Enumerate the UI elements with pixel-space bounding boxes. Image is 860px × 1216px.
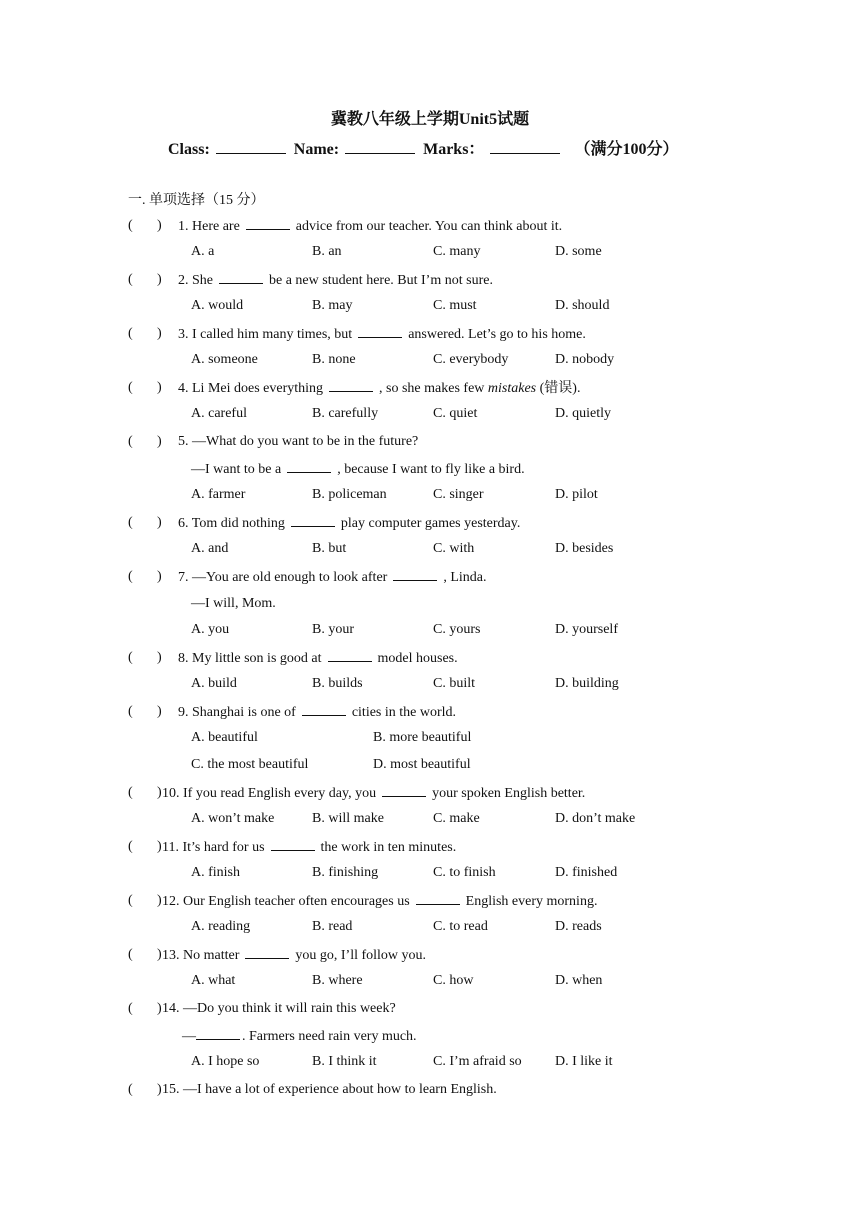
question-stem [162, 892, 597, 911]
question-text-pre: No matter [183, 948, 240, 963]
answer-blank [246, 217, 290, 230]
answer-paren-close: ) [157, 704, 162, 719]
answer-slot[interactable] [136, 568, 156, 586]
question-stem-line2: —I will, Mom. [191, 596, 276, 611]
answer-paren-open: ( [128, 1001, 133, 1016]
question-number: 15. [162, 1082, 180, 1097]
question-number: 8. [178, 651, 189, 666]
option-a[interactable]: A. someone [191, 352, 258, 367]
question-stem [178, 568, 486, 587]
option-b[interactable]: B. will make [312, 811, 384, 826]
answer-paren-open: ( [128, 839, 133, 854]
question-line: —I have a lot of experience about how to learn English. [183, 1082, 497, 1097]
option-b[interactable]: B. carefully [312, 406, 379, 421]
name-blank[interactable] [345, 139, 415, 154]
question-stem [162, 1081, 497, 1099]
answer-paren-open: ( [128, 1082, 133, 1097]
answer-paren-close: ) [157, 893, 162, 908]
answer-slot[interactable] [136, 784, 156, 802]
answer-paren-close: ) [157, 326, 162, 341]
option-b[interactable]: B. an [312, 244, 342, 259]
option-a[interactable]: A. what [191, 973, 236, 988]
class-blank[interactable] [216, 139, 286, 154]
question-text-post: your spoken English better. [432, 786, 586, 801]
question-text-pre: —You are old enough to look after [192, 570, 388, 585]
answer-paren-open: ( [128, 380, 133, 395]
option-a[interactable]: A. careful [191, 406, 247, 421]
question-number: 7. [178, 570, 189, 585]
option-d[interactable]: D. besides [555, 541, 614, 556]
question-text-pre: I called him many times, but [192, 327, 353, 342]
question-text-post: , so she makes few [379, 381, 485, 396]
option-c[interactable]: C. the most beautiful [191, 757, 309, 772]
option-d[interactable]: D. quietly [555, 406, 611, 421]
answer-slot[interactable] [136, 1000, 156, 1018]
question-line: —Do you think it will rain this week? [183, 1001, 396, 1016]
exam-title: 冀教八年级上学期Unit5试题 [330, 111, 530, 128]
answer-blank [196, 1027, 240, 1040]
option-d[interactable]: D. most beautiful [373, 757, 471, 772]
answer-blank [287, 460, 331, 473]
option-d[interactable]: D. nobody [555, 352, 615, 367]
question-text-pre: Here are [192, 219, 240, 234]
option-c[interactable]: C. I’m afraid so [433, 1054, 522, 1069]
question-text-post: cities in the world. [351, 705, 457, 720]
answer-blank [271, 838, 315, 851]
question-line: —What do you want to be in the future? [192, 434, 419, 449]
question-text-pre: Li Mei does everything [192, 381, 324, 396]
answer-paren-close: ) [157, 947, 162, 962]
option-d[interactable]: D. should [555, 298, 610, 313]
option-b[interactable]: B. may [312, 298, 353, 313]
answer-paren-open: ( [128, 785, 133, 800]
question-text-pre: She [192, 273, 213, 288]
question-text-post: play computer games yesterday. [340, 516, 521, 531]
question-number: 12. [162, 894, 180, 909]
option-c[interactable]: C. quiet [433, 406, 478, 421]
question-text-post: English every morning. [465, 894, 598, 909]
question-text-post: advice from our teacher. You can think about it. [295, 219, 563, 234]
answer-blank [416, 892, 460, 905]
question-text-pre: It’s hard for us [182, 840, 265, 855]
question-text-pre: Shanghai is one of [192, 705, 296, 720]
question-stem [178, 703, 456, 722]
option-c[interactable]: C. make [433, 811, 480, 826]
option-d[interactable]: D. reads [555, 919, 602, 934]
answer-blank [358, 325, 402, 338]
option-a[interactable]: A. reading [191, 919, 251, 934]
option-a[interactable]: A. I hope so [191, 1054, 260, 1069]
question-stem [178, 379, 580, 398]
answer-slot[interactable] [136, 838, 156, 856]
option-b[interactable]: B. but [312, 541, 347, 556]
option-a[interactable]: A. won’t make [191, 811, 275, 826]
question-text-pre: My little son is good at [192, 651, 322, 666]
answer-paren-open: ( [128, 434, 133, 449]
question-number: 6. [178, 516, 189, 531]
question-text-post: model houses. [377, 651, 458, 666]
question-text-pre: —I want to be a [191, 462, 282, 477]
answer-slot[interactable] [136, 1081, 156, 1099]
question-stem [178, 325, 586, 344]
option-b[interactable]: B. read [312, 919, 353, 934]
marks-blank[interactable] [490, 139, 560, 154]
answer-paren-close: ) [157, 1082, 162, 1097]
option-a[interactable]: A. a [191, 244, 215, 259]
option-b[interactable]: B. policeman [312, 487, 387, 502]
option-c[interactable]: C. to read [433, 919, 488, 934]
option-b[interactable]: B. your [312, 622, 354, 637]
question-text-post: , because I want to fly like a bird. [337, 462, 525, 477]
option-c[interactable]: C. how [433, 973, 474, 988]
option-d[interactable]: D. I like it [555, 1054, 613, 1069]
question-number: 1. [178, 219, 189, 234]
question-number: 10. [162, 786, 180, 801]
question-stem [178, 217, 562, 236]
question-stem [178, 433, 418, 451]
student-info-line [168, 136, 678, 159]
question-stem [162, 1000, 396, 1018]
question-number: 4. [178, 381, 189, 396]
section-title: 一. 单项选择（15 分） [128, 193, 265, 208]
answer-slot[interactable] [136, 649, 156, 667]
question-text-pre: Our English teacher often encourages us [183, 894, 410, 909]
answer-paren-open: ( [128, 272, 133, 287]
answer-paren-close: ) [157, 650, 162, 665]
question-stem-line2 [191, 460, 525, 479]
answer-paren-close: ) [157, 434, 162, 449]
option-b[interactable]: B. builds [312, 676, 363, 691]
answer-slot[interactable] [136, 946, 156, 964]
answer-blank [291, 514, 335, 527]
option-c[interactable]: C. built [433, 676, 476, 691]
option-a[interactable]: A. would [191, 298, 244, 313]
question-text-post: you go, I’ll follow you. [295, 948, 427, 963]
answer-paren-open: ( [128, 569, 133, 584]
answer-paren-open: ( [128, 326, 133, 341]
option-a[interactable]: A. build [191, 676, 237, 691]
question-text-post: be a new student here. But I’m not sure. [269, 273, 493, 288]
question-text-post: . Farmers need rain very much. [242, 1029, 417, 1044]
answer-paren-close: ) [157, 218, 162, 233]
option-d[interactable]: D. don’t make [555, 811, 636, 826]
question-number: 2. [178, 273, 189, 288]
option-d[interactable]: D. finished [555, 865, 618, 880]
option-c[interactable]: C. many [433, 244, 481, 259]
answer-slot[interactable] [136, 514, 156, 532]
answer-paren-close: ) [157, 515, 162, 530]
option-d[interactable]: D. building [555, 676, 619, 691]
question-number: 9. [178, 705, 189, 720]
full-score-label: （满分100分） [574, 141, 679, 158]
option-b[interactable]: B. I think it [312, 1054, 377, 1069]
answer-blank [328, 649, 372, 662]
question-text-post: answered. Let’s go to his home. [408, 327, 586, 342]
question-stem [162, 946, 426, 965]
option-b[interactable]: B. more beautiful [373, 730, 472, 745]
question-number: 3. [178, 327, 189, 342]
answer-paren-close: ) [157, 839, 162, 854]
answer-paren-close: ) [157, 569, 162, 584]
option-c[interactable]: C. yours [433, 622, 481, 637]
question-text-pre: Tom did nothing [191, 516, 285, 531]
question-text-post2: (错误). [539, 381, 581, 396]
question-stem [178, 514, 520, 533]
italic-word: mistakes [487, 381, 537, 396]
answer-paren-close: ) [157, 1001, 162, 1016]
question-number: 5. [178, 434, 189, 449]
option-d[interactable]: D. some [555, 244, 602, 259]
answer-paren-open: ( [128, 218, 133, 233]
answer-slot[interactable] [136, 271, 156, 289]
answer-paren-open: ( [128, 650, 133, 665]
answer-blank [393, 568, 437, 581]
option-a[interactable]: A. you [191, 622, 230, 637]
question-text-pre: If you read English every day, you [183, 786, 377, 801]
answer-paren-close: ) [157, 785, 162, 800]
answer-paren-open: ( [128, 515, 133, 530]
option-c[interactable]: C. singer [433, 487, 484, 502]
answer-blank [245, 946, 289, 959]
question-stem-line2 [182, 1027, 417, 1046]
option-b[interactable]: B. none [312, 352, 356, 367]
question-text-post: the work in ten minutes. [320, 840, 457, 855]
answer-blank [382, 784, 426, 797]
option-b[interactable]: B. finishing [312, 865, 379, 880]
option-d[interactable]: D. when [555, 973, 603, 988]
question-number: 11. [162, 840, 179, 855]
option-d[interactable]: D. yourself [555, 622, 618, 637]
option-d[interactable]: D. pilot [555, 487, 598, 502]
question-stem [178, 271, 493, 290]
option-a[interactable]: A. farmer [191, 487, 246, 502]
class-label: Class: [168, 141, 210, 158]
answer-blank [219, 271, 263, 284]
answer-slot[interactable] [136, 325, 156, 343]
option-c[interactable]: C. to finish [433, 865, 496, 880]
option-c[interactable]: C. with [433, 541, 475, 556]
name-label: Name: [293, 141, 340, 158]
question-text-pre: — [182, 1029, 196, 1044]
question-text-post: , Linda. [443, 570, 487, 585]
answer-slot[interactable] [136, 703, 156, 721]
option-a[interactable]: A. and [191, 541, 229, 556]
answer-slot[interactable] [136, 379, 156, 397]
question-stem [162, 838, 456, 857]
answer-slot[interactable] [136, 433, 156, 451]
question-number: 13. [162, 948, 180, 963]
question-number: 14. [162, 1001, 180, 1016]
marks-label: Marks： [423, 141, 485, 158]
answer-blank [302, 703, 346, 716]
option-a[interactable]: A. finish [191, 865, 240, 880]
question-stem [178, 649, 458, 668]
option-a[interactable]: A. beautiful [191, 730, 258, 745]
answer-paren-open: ( [128, 893, 133, 908]
answer-paren-close: ) [157, 272, 162, 287]
answer-paren-open: ( [128, 947, 133, 962]
option-c[interactable]: C. everybody [433, 352, 509, 367]
answer-blank [329, 379, 373, 392]
question-stem [162, 784, 585, 803]
answer-slot[interactable] [136, 217, 156, 235]
answer-paren-open: ( [128, 704, 133, 719]
option-b[interactable]: B. where [312, 973, 363, 988]
answer-paren-close: ) [157, 380, 162, 395]
answer-slot[interactable] [136, 892, 156, 910]
option-c[interactable]: C. must [433, 298, 477, 313]
